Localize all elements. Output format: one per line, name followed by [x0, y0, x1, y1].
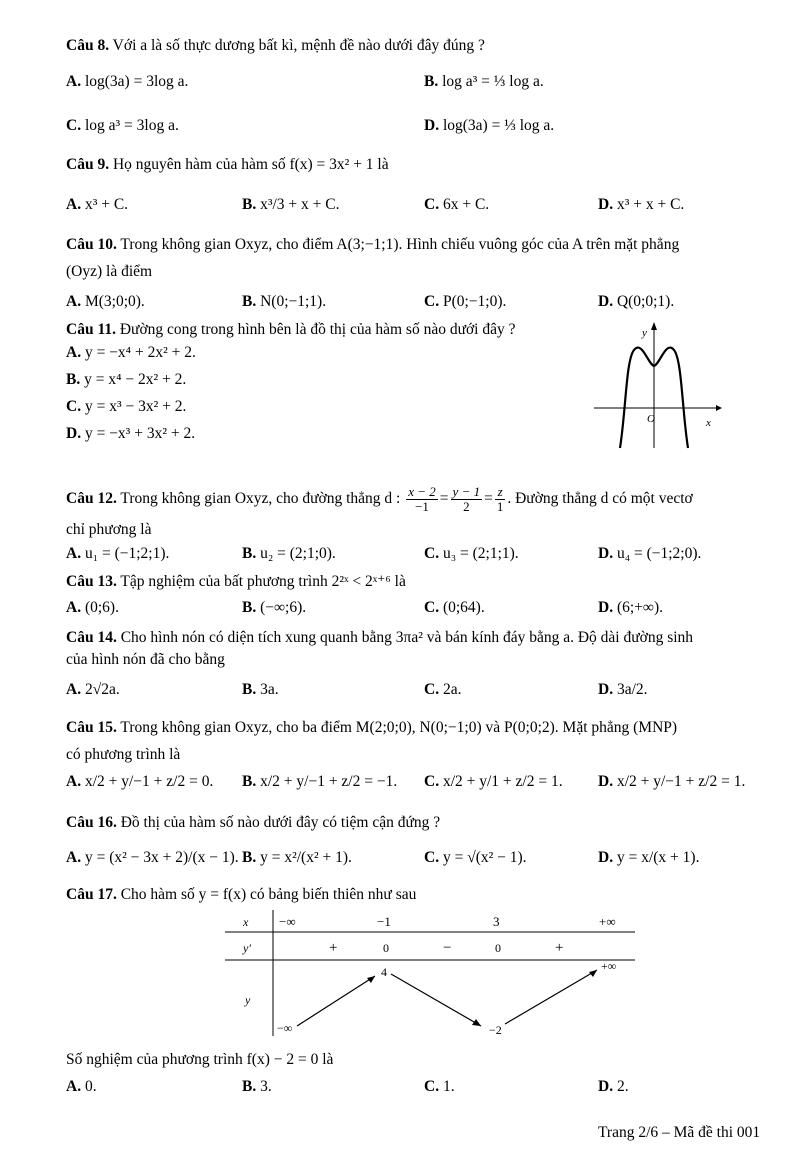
- table-yprime-sign-2: −: [443, 940, 452, 956]
- q11-graph: [592, 320, 722, 450]
- q16-option-b[interactable]: B. y = x²/(x² + 1).: [242, 849, 352, 866]
- table-x-pos-inf: +∞: [599, 914, 616, 929]
- q13-stem: Câu 13. Tập nghiệm của bất phương trình 2²ˣ < 2ˣ⁺⁶ là: [66, 573, 406, 590]
- q10-option-d[interactable]: D. Q(0;0;1).: [598, 293, 675, 310]
- q15-option-b[interactable]: B. x/2 + y/−1 + z/2 = −1.: [242, 773, 398, 790]
- q16-stem: Câu 16. Đồ thị của hàm số nào dưới đây có tiệm cận đứng ?: [66, 814, 441, 831]
- q11-option-b[interactable]: B. y = x⁴ − 2x² + 2.: [66, 371, 187, 388]
- q12-option-b[interactable]: B. u₂ = (2;1;0).: [242, 545, 336, 562]
- q10-stem-line2: (Oyz) là điểm: [66, 263, 153, 280]
- q8-option-d[interactable]: D. log(3a) = ⅓ log a.: [424, 117, 555, 134]
- q13-option-d[interactable]: D. (6;+∞).: [598, 599, 663, 616]
- table-yprime-label: y′: [243, 941, 251, 955]
- q16-option-d[interactable]: D. y = x/(x + 1).: [598, 849, 700, 866]
- q11-option-a[interactable]: A. y = −x⁴ + 2x² + 2.: [66, 344, 196, 361]
- q10-option-b[interactable]: B. N(0;−1;1).: [242, 293, 327, 310]
- q14-option-d[interactable]: D. 3a/2.: [598, 681, 648, 698]
- table-y-max: 4: [381, 965, 387, 979]
- q11-option-d[interactable]: D. y = −x³ + 3x² + 2.: [66, 425, 196, 442]
- q10-stem: Câu 10. Trong không gian Oxyz, cho điểm A(3;−1;1). Hình chiếu vuông góc của A trên mặt phẳng: [66, 236, 680, 253]
- q8-option-a-text: log(3a) = 3log a.: [84, 73, 189, 90]
- q12-frac-y: $\frac{y - 1}{2}$: [452, 484, 481, 514]
- table-x-crit-2: 3: [493, 914, 500, 929]
- q9-option-c[interactable]: C. 6x + C.: [424, 196, 490, 213]
- q11-option-c[interactable]: C. y = x³ − 3x² + 2.: [66, 398, 187, 415]
- q9-option-a[interactable]: A. x³ + C.: [66, 196, 129, 213]
- q14-stem: Câu 14. Cho hình nón có diện tích xung quanh bằng 3πa² và bán kính đáy bằng a. Độ dài đường sinh: [66, 629, 694, 646]
- arrow-down-icon: [472, 1019, 481, 1026]
- q13-option-b[interactable]: B. (−∞;6).: [242, 599, 307, 616]
- table-yprime-zero-1: 0: [383, 941, 389, 955]
- q16-option-a[interactable]: A. y = (x² − 3x + 2)/(x − 1).: [66, 849, 239, 866]
- q12-option-d[interactable]: D. u₄ = (−1;2;0).: [598, 545, 702, 562]
- q17-option-d[interactable]: D. 2.: [598, 1078, 629, 1095]
- table-x-label: x: [243, 915, 249, 929]
- y-axis-arrow-icon: [651, 322, 657, 330]
- table-y-label: y: [245, 993, 251, 1007]
- q15-option-a[interactable]: A. x/2 + y/−1 + z/2 = 0.: [66, 773, 214, 790]
- q17-option-c[interactable]: C. 1.: [424, 1078, 455, 1095]
- q9-stem: Câu 9. Họ nguyên hàm của hàm số f(x) = 3x² + 1 là: [66, 156, 389, 173]
- q15-option-c[interactable]: C. x/2 + y/1 + z/2 = 1.: [424, 773, 563, 790]
- q8-stem: [66, 36, 485, 56]
- q9-option-b[interactable]: B. x³/3 + x + C.: [242, 196, 340, 213]
- q8-option-a[interactable]: A. log(3a) = 3log a.: [66, 73, 189, 90]
- origin-label: O: [647, 413, 655, 425]
- q8-option-b-text: log a³ = ⅓ log a.: [442, 73, 544, 90]
- table-y-min: −2: [489, 1023, 502, 1037]
- q17-question: Số nghiệm của phương trình f(x) − 2 = 0 là: [66, 1051, 334, 1068]
- q8-option-d-text: log(3a) = ⅓ log a.: [442, 117, 555, 134]
- arrow-up-icon: [367, 976, 375, 983]
- q14-option-b[interactable]: B. 3a.: [242, 681, 279, 698]
- q13-option-c[interactable]: C. (0;64).: [424, 599, 485, 616]
- x-axis-arrow-icon: [716, 405, 722, 411]
- q17-stem: Câu 17. Cho hàm số y = f(x) có bảng biến thiên như sau: [66, 886, 417, 903]
- q8-option-c[interactable]: C. log a³ = 3log a.: [66, 117, 179, 134]
- q9-option-d[interactable]: D. x³ + x + C.: [598, 196, 685, 213]
- table-yprime-zero-2: 0: [495, 941, 501, 955]
- q14-stem-line2: của hình nón đã cho bằng: [66, 651, 225, 668]
- q10-option-a[interactable]: A. M(3;0;0).: [66, 293, 145, 310]
- table-y-end: +∞: [601, 959, 617, 973]
- q12-stem-line2: chỉ phương là: [66, 521, 152, 538]
- table-x-neg-inf: −∞: [279, 914, 296, 929]
- q12-option-a[interactable]: A. u₁ = (−1;2;1).: [66, 545, 170, 562]
- page-footer: Trang 2/6 – Mã đề thi 001: [598, 1124, 761, 1141]
- q16-option-c[interactable]: C. y = √(x² − 1).: [424, 849, 527, 866]
- q12-option-c[interactable]: C. u₃ = (2;1;1).: [424, 545, 519, 562]
- x-axis-label: x: [706, 417, 711, 429]
- q14-option-c[interactable]: C. 2a.: [424, 681, 462, 698]
- table-x-crit-1: −1: [377, 914, 391, 929]
- q11-stem: Câu 11. Đường cong trong hình bên là đồ thị của hàm số nào dưới đây ?: [66, 321, 516, 338]
- q10-option-c[interactable]: C. P(0;−1;0).: [424, 293, 507, 310]
- q12-stem: Câu 12. Trong không gian Oxyz, cho đường thẳng d : $\frac{x - 2}{-1}$ = $\frac{y - 1}{2}$ = $\frac{z}{1}$ . Đường thẳng d có một vectơ: [66, 484, 693, 514]
- table-yprime-sign-1: +: [329, 940, 338, 956]
- arrow-up-icon: [589, 970, 597, 977]
- q17-option-a[interactable]: A. 0.: [66, 1078, 97, 1095]
- table-yprime-sign-3: +: [555, 940, 564, 956]
- q17-option-b[interactable]: B. 3.: [242, 1078, 272, 1095]
- q12-frac-z: $\frac{z}{1}$: [496, 484, 504, 514]
- q8-option-b[interactable]: B. log a³ = ⅓ log a.: [424, 73, 544, 90]
- q8-option-c-text: log a³ = 3log a.: [84, 117, 179, 134]
- q15-option-d[interactable]: D. x/2 + y/−1 + z/2 = 1.: [598, 773, 746, 790]
- q14-option-a[interactable]: A. 2√2a.: [66, 681, 120, 698]
- q8-label: Câu 8.: [66, 37, 110, 54]
- table-y-start: −∞: [277, 1021, 293, 1035]
- q8-text: Với a là số thực dương bất kì, mệnh đề nào dưới đây đúng ?: [109, 37, 485, 54]
- q17-variation-table: [225, 908, 635, 1038]
- q13-option-a[interactable]: A. (0;6).: [66, 599, 119, 616]
- y-axis-label: y: [642, 327, 647, 339]
- q12-frac-x: $\frac{x - 2}{-1}$: [408, 484, 436, 514]
- q15-stem: Câu 15. Trong không gian Oxyz, cho ba điểm M(2;0;0), N(0;−1;0) và P(0;0;2). Mặt phẳng (MNP): [66, 719, 678, 736]
- q15-stem-line2: có phương trình là: [66, 746, 181, 763]
